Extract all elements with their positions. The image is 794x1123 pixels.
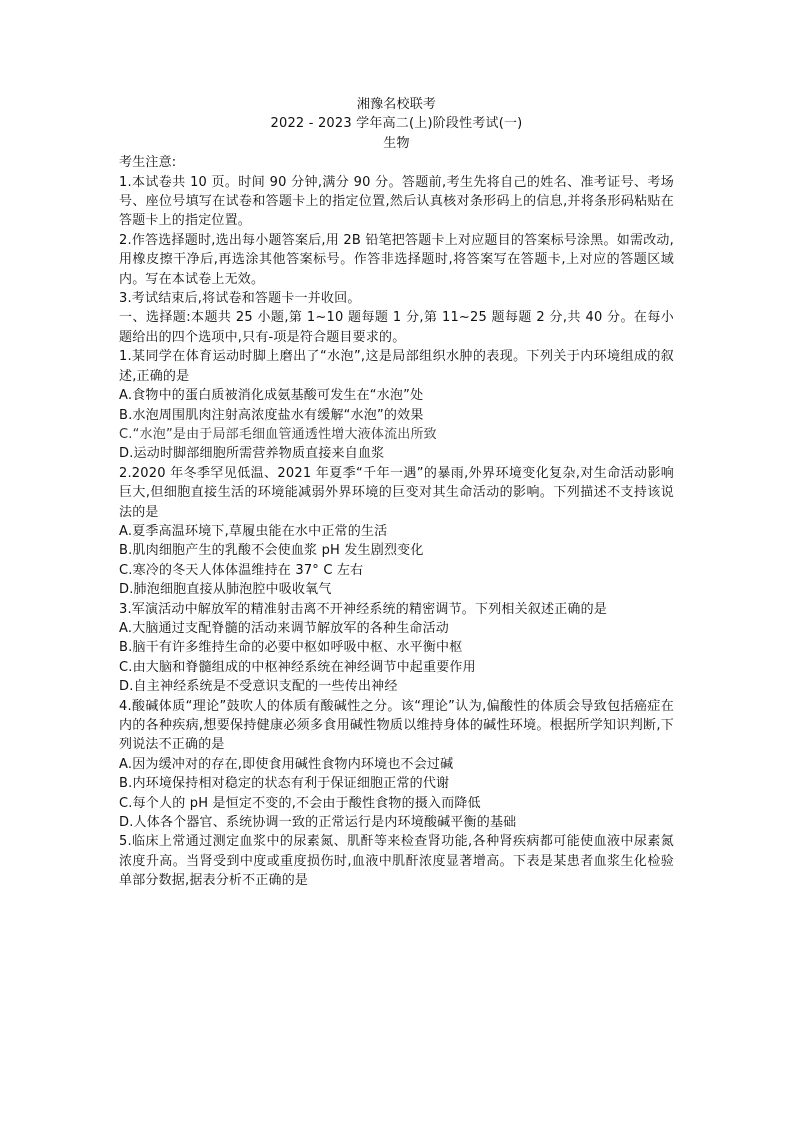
page-content (119, 95, 674, 891)
option-c: C.每个人的 pH 是恒定不变的,不会由于酸性食物的摄入而降低 (119, 795, 481, 811)
subject-title: 生物 (383, 135, 410, 151)
option-c: C.“水泡”是由于局部毛细血管通透性增大液体流出所致 (119, 426, 437, 442)
question-2 (119, 464, 674, 600)
notice-item-1: 1.本试卷共 10 页。时间 90 分钟,满分 90 分。答题前,考生先将自己的姓名、准考证号、考场号、座位号填写在试卷和答题卡上的指定位置,然后认真核对条形码上的信息,并将条形码粘贴在答题卡上的指定位置。 (119, 174, 674, 229)
option-d: D.自主神经系统是不受意识支配的一些传出神经 (119, 679, 398, 695)
question-3 (119, 600, 674, 697)
option-b: B.肌肉细胞产生的乳酸不会使血浆 pH 发生剧烈变化 (119, 543, 424, 559)
option-b: B.水泡周围肌肉注射高浓度盐水有缓解“水泡”的效果 (119, 407, 424, 423)
option-a: A.夏季高温环境下,草履虫能在水中正常的生活 (119, 523, 388, 539)
question-stem: 3.军演活动中解放军的精准射击离不开神经系统的精密调节。下列相关叙述正确的是 (119, 601, 608, 617)
org-title: 湘豫名校联考 (356, 97, 437, 112)
option-a: A.大脑通过支配脊髓的活动来调节解放军的各种生命活动 (119, 620, 449, 636)
option-d: D.运动时脚部细胞所需营养物质直接来自血浆 (119, 446, 385, 462)
question-5 (119, 832, 674, 890)
section-intro: 一、选择题:本题共 25 小题,第 1~10 题每题 1 分,第 11~25 题每题 2 分,共 40 分。在每小题给出的四个选项中,只有-项是符合题目要求的。 (119, 310, 674, 345)
notice-title: 考生注意: (119, 155, 177, 171)
question-1 (119, 347, 674, 463)
option-a: A.食物中的蛋白质被消化成氨基酸可发生在“水泡”处 (119, 388, 424, 404)
option-c: C.寒冷的冬天人体体温维持在 37° C 左右 (119, 562, 364, 578)
option-a: A.因为缓冲对的存在,即使食用碱性食物内环境也不会过碱 (119, 756, 454, 772)
option-d: D.人体各个器官、系统协调一致的正常运行是内环境酸碱平衡的基础 (119, 815, 517, 831)
question-4 (119, 697, 674, 833)
notice-item-3: 3.考试结束后,将试卷和答题卡一并收回。 (119, 291, 361, 307)
option-b: B.内环境保持相对稳定的状态有利于保证细胞正常的代谢 (119, 776, 450, 792)
option-d: D.肺泡细胞直接从肺泡腔中吸收氧气 (119, 582, 332, 598)
exam-title: 2022 - 2023 学年高二(上)阶段性考试(一) (270, 116, 523, 132)
question-stem: 5.临床上常通过测定血浆中的尿素氮、肌酐等来检查肾功能,各种肾疾病都可能使血液中尿素氮浓度升高。当肾受到中度或重度损伤时,血液中肌酐浓度显著增高。下表是某患者血浆生化检验单部分数据,据表分析不正确的是 (119, 834, 674, 889)
notice-item-2: 2.作答选择题时,选出每小题答案后,用 2B 铅笔把答题卡上对应题目的答案标号涂黑。如需改动,用橡皮擦干净后,再选涂其他答案标号。作答非选择题时,将答案写在答题卡,上对应的答题区域内。写在本试卷上无效。 (119, 232, 674, 287)
option-b: B.脑干有许多维持生命的必要中枢如呼吸中枢、水平衡中枢 (119, 640, 463, 656)
question-stem: 1.某同学在体育运动时脚上磨出了“水泡”,这是局部组织水肿的表现。下列关于内环境组成的叙述,正确的是 (119, 349, 674, 384)
question-stem: 2.2020 年冬季罕见低温、2021 年夏季“千年一遇”的暴雨,外界环境变化复杂,对生命活动影响巨大,但细胞直接生活的环境能减弱外界环境的巨变对其生命活动的影响。下列描述不支持该说法的是 (119, 465, 674, 520)
option-c: C.由大脑和脊髓组成的中枢神经系统在神经调节中起重要作用 (119, 659, 476, 675)
question-stem: 4.酸碱体质“理论”鼓吹人的体质有酸碱性之分。该“理论”认为,偏酸性的体质会导致包括癌症在内的各种疾病,想要保持健康必须多食用碱性物质以维持身体的碱性环境。根据所学知识判断,下列说法不正确的是 (119, 698, 674, 753)
